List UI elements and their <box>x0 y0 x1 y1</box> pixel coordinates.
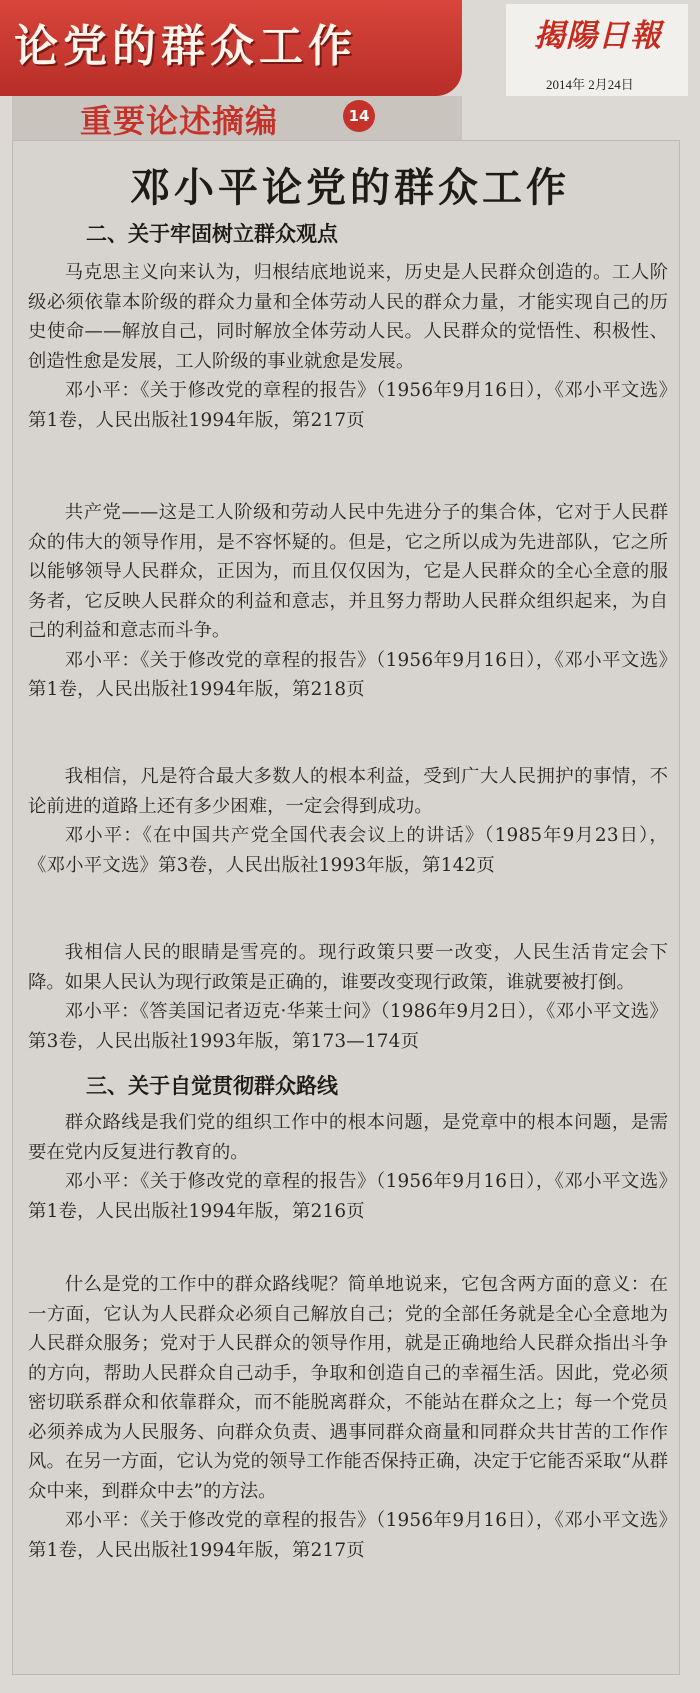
column-title: 论党的群众工作 <box>14 21 357 72</box>
quote-text: 我相信人民的眼睛是雪亮的。现行政策只要一改变，人民生活肯定会下降。如果人民认为现行政策是正确的，谁要改变现行政策，谁就要被打倒。 <box>28 942 668 993</box>
quote-text: 我相信，凡是符合最大多数人的根本利益，受到广大人民拥护的事情，不论前进的道路上还有多少困难，一定会得到成功。 <box>28 766 668 817</box>
quote-text: 群众路线是我们党的组织工作中的根本问题，是党章中的根本问题，是需要在党内反复进行教育的。 <box>28 1112 668 1163</box>
quote-text: 马克思主义向来认为，归根结底地说来，历史是人民群众创造的。工人阶级必须依靠本阶级的群众力量和全体劳动人民的群众力量，才能实现自己的历史使命——解放自己，同时解放全体劳动人民。人民群众的觉悟性、积极性、创造性愈是发展，工人阶级的事业就愈是发展。 <box>28 262 668 372</box>
column-banner <box>0 0 462 96</box>
section-heading-3: 三、关于自觉贯彻群众路线 <box>86 1074 338 1098</box>
quote-block <box>28 258 668 435</box>
newspaper-masthead <box>506 4 688 96</box>
quote-text: 共产党——这是工人阶级和劳动人民中先进分子的集合体，它对于人民群众的伟大的领导作用，是不容怀疑的。但是，它之所以成为先进部队，它之所以能够领导人民群众，正因为，而且仅仅因为，它是人民群众的全心全意的服务者，它反映人民群众的利益和意志，并且努力帮助人民群众组织起来，为自己的利益和意志而斗争。 <box>28 502 668 641</box>
quote-block <box>28 1108 668 1226</box>
quote-source: 邓小平：《在中国共产党全国代表会议上的讲话》（1985年9月23日），《邓小平文选》第3卷，人民出版社1993年版，第142页 <box>28 825 668 876</box>
quote-source: 邓小平：《关于修改党的章程的报告》（1956年9月16日），《邓小平文选》第1卷，人民出版社1994年版，第217页 <box>28 1510 668 1561</box>
article-title: 邓小平论党的群众工作 <box>130 165 570 211</box>
publication-date: 2014年 2月24日 <box>546 77 634 92</box>
quote-source: 邓小平：《答美国记者迈克·华莱士问》（1986年9月2日），《邓小平文选》第3卷，人民出版社1993年版，第173—174页 <box>28 1001 668 1052</box>
quote-block <box>28 498 668 705</box>
quote-source: 邓小平：《关于修改党的章程的报告》（1956年9月16日），《邓小平文选》第1卷，人民出版社1994年版，第216页 <box>28 1171 668 1222</box>
newspaper-name: 揭陽日報 <box>534 18 662 54</box>
issue-number-badge: 14 <box>343 100 375 132</box>
quote-block <box>28 938 668 1056</box>
series-subtitle: 重要论述摘编 <box>80 102 279 140</box>
quote-source: 邓小平：《关于修改党的章程的报告》（1956年9月16日），《邓小平文选》第1卷，人民出版社1994年版，第218页 <box>28 649 668 700</box>
quote-block <box>28 762 668 880</box>
section-heading-2: 二、关于牢固树立群众观点 <box>86 222 338 246</box>
quote-source: 邓小平：《关于修改党的章程的报告》（1956年9月16日），《邓小平文选》第1卷，人民出版社1994年版，第217页 <box>28 380 668 431</box>
quote-block <box>28 1270 668 1565</box>
quote-text: 什么是党的工作中的群众路线呢？简单地说来，它包含两方面的意义：在一方面，它认为人民群众必须自己解放自己；党的全部任务就是全心全意地为人民群众服务；党对于人民群众的领导作用，就是正确地给人民群众指出斗争的方向，帮助人民群众自己动手，争取和创造自己的幸福生活。因此，党必须密切联系群众和依靠群众，而不能脱离群众，不能站在群众之上；每一个党员必须养成为人民服务、向群众负责、遇事同群众商量和同群众共甘苦的工作作风。在另一方面，它认为党的领导工作能否保持正确，决定于它能否采取“从群众中来，到群众中去”的方法。 <box>28 1274 668 1502</box>
